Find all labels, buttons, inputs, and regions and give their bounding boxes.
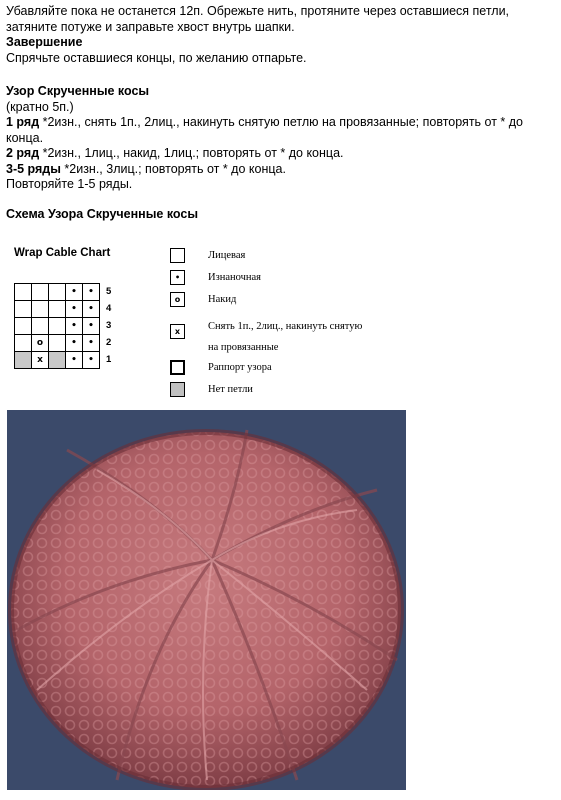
knit-symbol-icon <box>170 248 185 263</box>
chart-row-number: 1 <box>106 354 112 365</box>
chart-cell <box>14 283 31 300</box>
chart-cell: • <box>65 317 82 334</box>
chart-cell: • <box>65 283 82 300</box>
chart-cell <box>14 334 31 351</box>
wrap-symbol-icon: x <box>170 324 185 339</box>
chart-cell: • <box>82 317 100 334</box>
legend-wrap-line-1: Снять 1п., 2лиц., накинуть снятую <box>208 321 363 332</box>
no-stitch-symbol-icon <box>170 382 185 397</box>
pattern-block <box>6 84 558 193</box>
row-1-label: 1 ряд <box>6 115 40 129</box>
chart-cell <box>48 317 65 334</box>
chart-row-number: 5 <box>106 286 112 297</box>
legend-wrap-line-2: на провязанные <box>208 342 279 353</box>
row-3-5-label: 3-5 ряды <box>6 161 61 176</box>
chart-row <box>14 300 164 317</box>
legend-yo <box>170 292 236 307</box>
chart-row-number: 3 <box>106 320 112 331</box>
row-2-label: 2 ряд <box>6 146 40 160</box>
pattern-repeat: Повторяйте 1-5 ряды. <box>6 177 133 191</box>
yarn-over-symbol-icon: o <box>170 292 185 307</box>
chart-cell <box>31 317 48 334</box>
chart-cell <box>14 351 31 369</box>
row-1-text: *2изн., снять 1п., 2лиц., накинуть снятую петлю на провязанные; повторять от * до конца. <box>6 115 523 145</box>
chart-row <box>14 283 164 300</box>
knitted-hat-photo <box>7 410 406 790</box>
legend-knit-label: Лицевая <box>208 249 246 261</box>
chart-cell: • <box>65 334 82 351</box>
intro-line-1: Убавляйте пока не останется 12п. Обрежьте нить, протяните через оставшиеся петли, <box>6 4 510 18</box>
chart-row <box>14 351 164 368</box>
legend-no-stitch-label: Нет петли <box>208 383 253 395</box>
chart-row <box>14 317 164 334</box>
chart-cell <box>48 283 65 300</box>
pattern-multiple: (кратно 5п.) <box>6 99 74 114</box>
wrap-cable-chart <box>14 283 164 368</box>
chart-row <box>14 334 164 351</box>
legend-wrap-label <box>208 316 362 358</box>
legend-purl <box>170 270 261 285</box>
chart-cell <box>14 317 31 334</box>
intro-line-2: затяните потуже и заправьте хвост внутрь шапки. <box>6 19 295 34</box>
repeat-symbol-icon <box>170 360 185 375</box>
pattern-row-1 <box>6 115 558 146</box>
pattern-row-2 <box>6 146 558 162</box>
chart-cell <box>48 300 65 317</box>
chart-cell: • <box>82 283 100 300</box>
chart-cell: • <box>65 300 82 317</box>
purl-symbol-icon: • <box>170 270 185 285</box>
legend-yo-label: Накид <box>208 293 237 305</box>
chart-cell <box>31 283 48 300</box>
pattern-title: Узор Скрученные косы <box>6 84 150 98</box>
legend-no-stitch <box>170 382 253 397</box>
row-2-text: *2изн., 1лиц., накид, 1лиц.; повторять от * до конца. <box>39 146 344 160</box>
chart-cell: • <box>82 334 100 351</box>
chart-row-number: 4 <box>106 303 112 314</box>
chart-cell <box>48 351 65 369</box>
legend-purl-label: Изнаночная <box>208 271 261 283</box>
chart-cell: • <box>65 351 82 369</box>
chart-cell: • <box>82 300 100 317</box>
intro-block <box>6 4 558 66</box>
chart-cell <box>31 300 48 317</box>
legend-wrap <box>170 316 362 358</box>
chart-row-number: 2 <box>106 337 112 348</box>
legend-repeat <box>170 360 272 375</box>
legend-repeat-label: Раппорт узора <box>208 361 272 373</box>
chart-cell <box>48 334 65 351</box>
chart-cell: • <box>82 351 100 369</box>
chart-cell: o <box>31 334 48 351</box>
chart-cell <box>14 300 31 317</box>
finish-heading: Завершение <box>6 35 83 49</box>
legend-knit <box>170 248 245 263</box>
row-3-5-text: *2изн., 3лиц.; повторять от * до конца. <box>60 161 286 176</box>
chart-title: Wrap Cable Chart <box>14 247 111 259</box>
schema-heading: Схема Узора Скрученные косы <box>6 207 199 221</box>
hat-illustration <box>7 410 406 790</box>
pattern-row-3-5 <box>6 162 558 178</box>
chart-cell: x <box>31 351 48 369</box>
finish-text: Спрячьте оставшиеся концы, по желанию отпарьте. <box>6 50 307 65</box>
